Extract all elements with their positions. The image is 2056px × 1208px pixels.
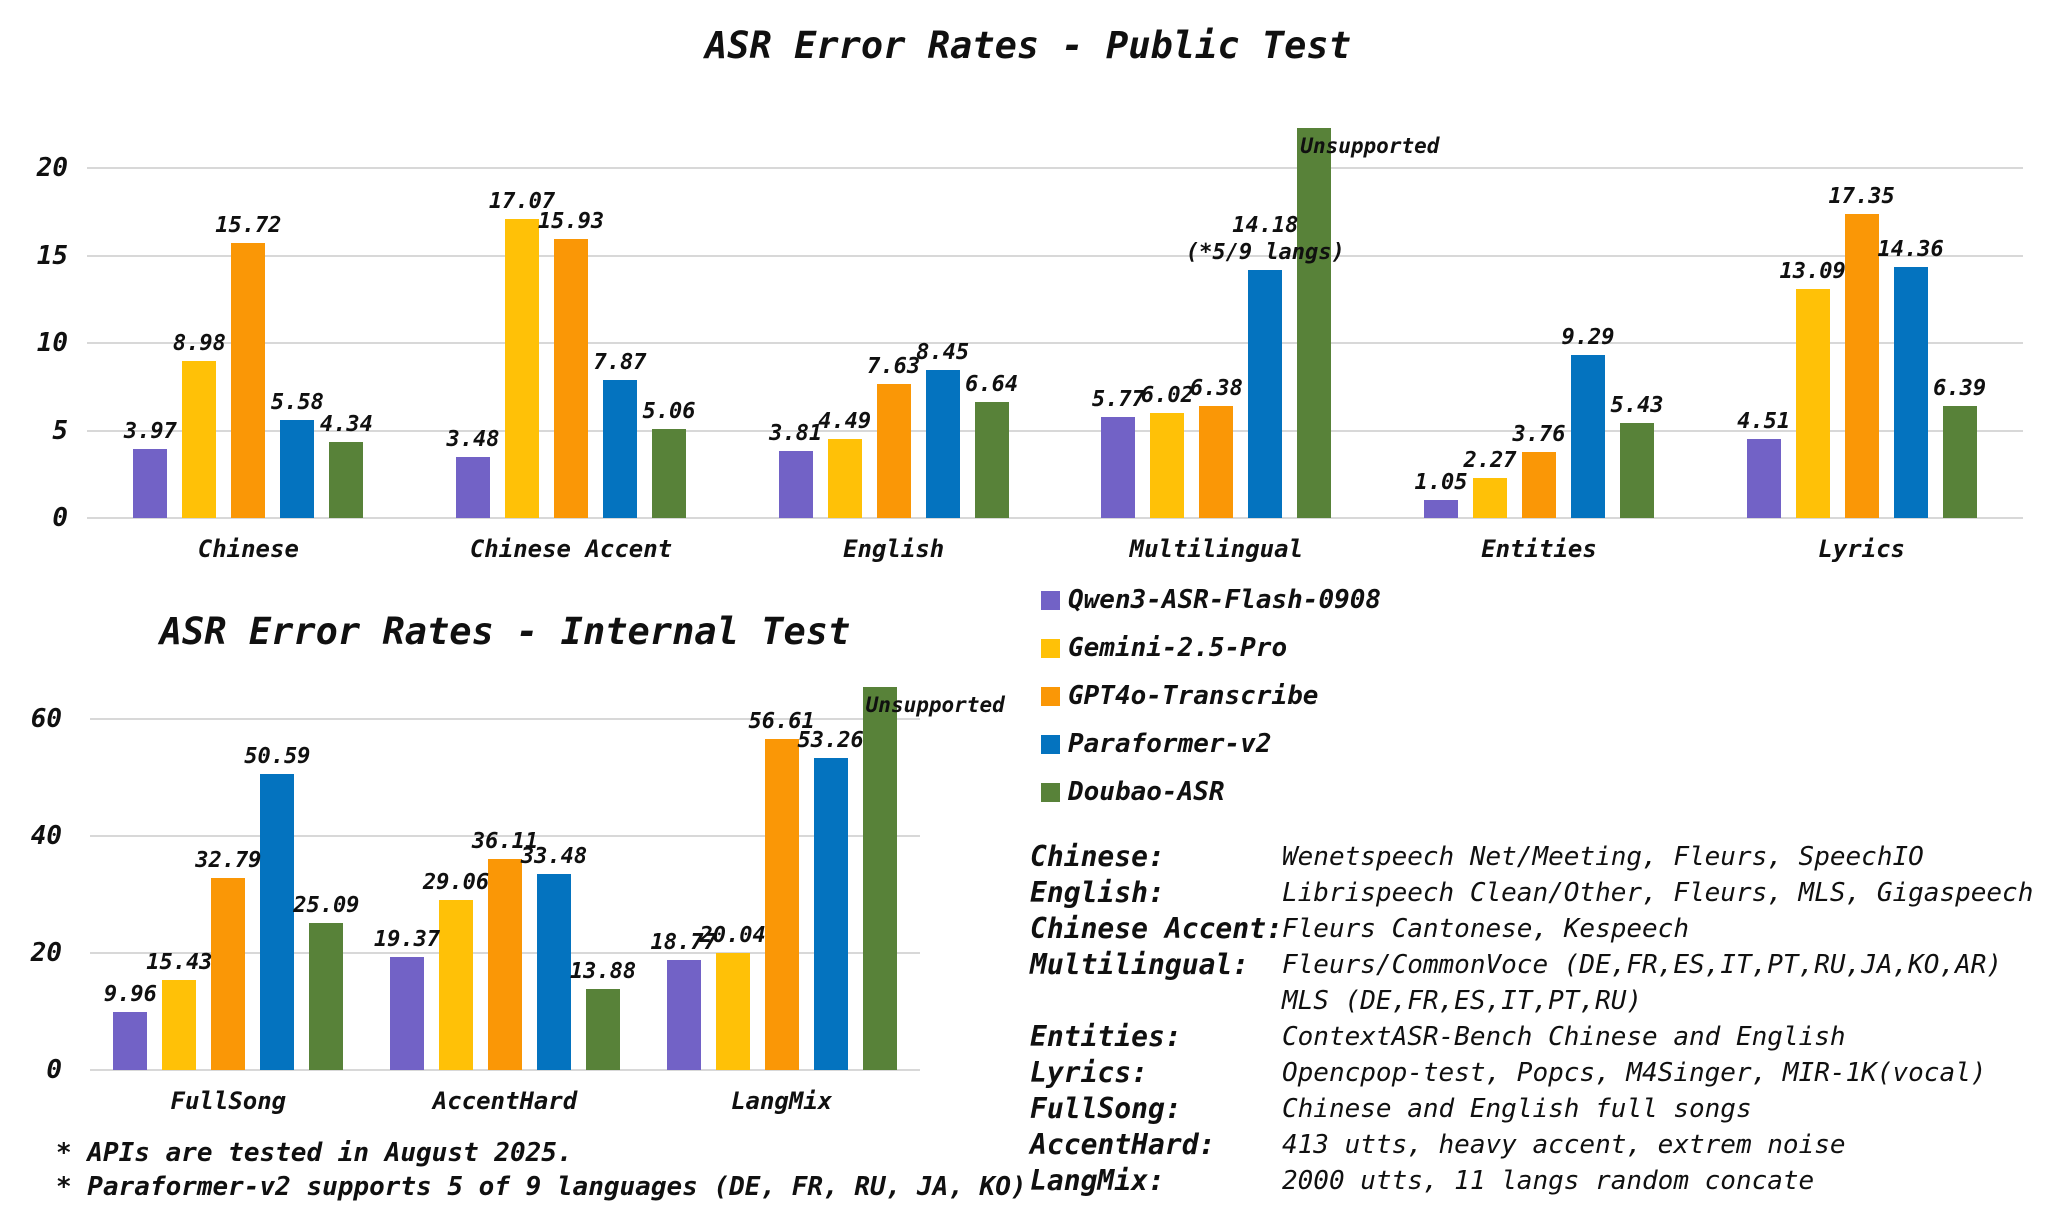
bar xyxy=(828,439,862,518)
legend-swatch xyxy=(1041,591,1060,610)
bar-value-label xyxy=(1644,408,1884,435)
bar-value-label xyxy=(1468,324,1708,351)
legend-swatch xyxy=(1041,687,1060,706)
bar-value-label xyxy=(1419,421,1659,448)
benchmark-definition: Wenetspeech Net/Meeting, Fleurs, SpeechIO xyxy=(1282,842,1924,872)
benchmark-definition: ContextASR-Bench Chinese and English xyxy=(1282,1022,1846,1052)
bar-value-label xyxy=(287,926,527,953)
y-tick-label: 60 xyxy=(30,704,62,734)
legend-item xyxy=(1041,624,1381,672)
y-tick-label: 15 xyxy=(36,240,68,271)
legend-label: Paraformer-v2 xyxy=(1068,729,1272,759)
x-category-label: Lyrics xyxy=(1818,535,1905,563)
bar-value: 6.38 xyxy=(1189,376,1243,402)
bar-value: 18.77 xyxy=(650,930,717,956)
bar-value: 15.43 xyxy=(146,949,213,975)
bar xyxy=(1943,406,1977,518)
bar-value: 3.76 xyxy=(1512,422,1566,448)
x-category-label: FullSong xyxy=(170,1087,287,1115)
bar-value: 6.02 xyxy=(1140,382,1194,408)
bar xyxy=(231,243,265,518)
benchmark-note-row xyxy=(1030,1091,2050,1127)
y-tick-label: 10 xyxy=(36,328,68,358)
bar-value: 6.39 xyxy=(1933,376,1987,402)
legend-swatch xyxy=(1041,639,1060,658)
bar-value-label xyxy=(10,981,250,1008)
benchmark-term: Chinese Accent: xyxy=(1030,912,1283,945)
bar-value: 32.79 xyxy=(195,848,262,874)
bar-value-label xyxy=(1370,447,1610,474)
bar-value-label xyxy=(500,349,740,376)
unsupported-label: Unsupported xyxy=(1300,133,1440,158)
bar-value: 50.59 xyxy=(244,744,311,770)
bar xyxy=(260,774,294,1070)
unsupported-label: Unsupported xyxy=(865,692,1005,717)
legend-label: GPT4o-Transcribe xyxy=(1068,681,1319,711)
benchmark-note-row xyxy=(1030,983,2050,1019)
legend-item xyxy=(1041,672,1381,720)
bar-value: 17.35 xyxy=(1828,184,1895,210)
x-category-label: LangMix xyxy=(731,1087,833,1115)
legend xyxy=(1041,576,1381,816)
bar-value-label xyxy=(613,922,853,949)
bar-value: 4.34 xyxy=(319,412,373,438)
bar-value: 25.09 xyxy=(293,893,360,919)
bar-value: 14.18 xyxy=(1232,212,1299,238)
bar xyxy=(814,758,848,1070)
bar-value: 53.26 xyxy=(797,728,864,754)
bar-value-label xyxy=(1840,375,2056,402)
y-tick-label: 40 xyxy=(30,821,62,851)
benchmark-definition: MLS (DE,FR,ES,IT,PT,RU) xyxy=(1282,986,1643,1016)
benchmark-definition: Chinese and English full songs xyxy=(1282,1094,1752,1124)
benchmark-term: Multilingual: xyxy=(1030,948,1250,981)
benchmark-note-row xyxy=(1030,1019,2050,1055)
bar-value-label xyxy=(451,208,691,235)
bar-value: 6.64 xyxy=(965,371,1019,397)
benchmark-note-row xyxy=(1030,875,2050,911)
bar xyxy=(1796,289,1830,518)
bar xyxy=(1424,500,1458,518)
benchmark-term: LangMix: xyxy=(1030,1164,1165,1197)
y-tick-label: 20 xyxy=(30,938,62,968)
public-chart-title: ASR Error Rates - Public Test xyxy=(704,24,1351,67)
benchmark-definition: Fleurs/CommonVoce (DE,FR,ES,IT,PT,RU,JA,KO,AR) xyxy=(1282,950,2003,980)
bar xyxy=(390,957,424,1070)
bar-value: 9.29 xyxy=(1561,325,1615,351)
benchmark-definition: Librispeech Clean/Other, Fleurs, MLS, Gigaspeech xyxy=(1282,878,2034,908)
bar-value-label xyxy=(108,847,348,874)
benchmark-note-row xyxy=(1030,839,2050,875)
bar-value: 36.11 xyxy=(471,828,539,854)
bar-value: 9.96 xyxy=(103,981,157,1007)
bar-value: 5.58 xyxy=(270,390,324,416)
bar-value: 2.27 xyxy=(1463,448,1517,474)
bar-value-note: (*5/9 langs) xyxy=(1185,239,1345,265)
benchmark-note-row xyxy=(1030,1163,2050,1199)
bar-value: 4.49 xyxy=(818,409,872,435)
bar-value-label xyxy=(206,892,446,919)
bar-value-label xyxy=(79,330,319,357)
bar-value: 3.48 xyxy=(446,427,500,453)
gridline xyxy=(87,255,2023,257)
bar-value: 13.09 xyxy=(1779,258,1846,284)
bar-value: 20.04 xyxy=(699,922,766,948)
bar xyxy=(1297,128,1331,518)
benchmark-note-row xyxy=(1030,1127,2050,1163)
bar-value: 56.61 xyxy=(748,708,815,734)
bar-value-label xyxy=(483,958,723,985)
bar-value: 5.77 xyxy=(1091,387,1145,413)
bar-value-label xyxy=(1742,183,1982,210)
y-tick-label: 5 xyxy=(52,415,68,446)
bar-value-label xyxy=(434,843,674,870)
benchmark-definition: Opencpop-test, Popcs, M4Singer, MIR-1K(vocal) xyxy=(1282,1058,1987,1088)
benchmark-definition: 413 utts, heavy accent, extrem noise xyxy=(1282,1130,1846,1160)
bar xyxy=(586,989,620,1070)
bar xyxy=(779,451,813,518)
bar-value: 8.98 xyxy=(172,330,226,356)
internal-chart-title: ASR Error Rates - Internal Test xyxy=(159,610,851,653)
bar-value: 19.37 xyxy=(373,926,441,952)
bar-value-label xyxy=(725,408,965,435)
bar-value: 15.72 xyxy=(215,212,282,238)
footnotes xyxy=(56,1136,1027,1204)
footnote-line: * APIs are tested in August 2025. xyxy=(56,1138,573,1168)
bar-value: 17.07 xyxy=(488,189,556,215)
bar-value-label xyxy=(711,727,951,754)
benchmark-term: English: xyxy=(1030,876,1165,909)
bar xyxy=(329,442,363,518)
bar xyxy=(113,1012,147,1070)
bar xyxy=(456,457,490,518)
footnote-line: * Paraformer-v2 supports 5 of 9 languages (DE, FR, RU, JA, KO) xyxy=(56,1172,1027,1202)
x-category-label: English xyxy=(843,535,945,563)
benchmark-definition: 2000 utts, 11 langs random concate xyxy=(1282,1166,1815,1196)
legend-item xyxy=(1041,768,1381,816)
benchmark-note-row xyxy=(1030,911,2050,947)
x-category-label: Multilingual xyxy=(1129,535,1304,563)
bar-value: 33.48 xyxy=(520,844,588,870)
bar-value: 1.05 xyxy=(1414,469,1468,495)
bar xyxy=(1101,417,1135,518)
benchmark-note-row xyxy=(1030,947,2050,983)
bar-value-label xyxy=(823,339,1063,366)
bar-value: 8.45 xyxy=(916,340,970,366)
legend-item xyxy=(1041,576,1381,624)
benchmark-term: Lyrics: xyxy=(1030,1056,1149,1089)
benchmark-term: AccentHard: xyxy=(1030,1128,1216,1161)
bar xyxy=(975,402,1009,518)
bar-value-label xyxy=(1791,236,2031,263)
bar xyxy=(554,239,588,518)
y-tick-label: 0 xyxy=(46,1055,62,1085)
x-category-label: Chinese Accent xyxy=(469,535,673,563)
bar-value-label xyxy=(157,743,397,770)
bar-value-label xyxy=(59,949,299,976)
bar-value-label xyxy=(128,212,368,239)
legend-label: Gemini-2.5-Pro xyxy=(1068,633,1288,663)
bar-value: 3.81 xyxy=(769,421,823,447)
bar xyxy=(1150,413,1184,518)
bar-value: 29.06 xyxy=(422,869,490,895)
y-tick-label: 0 xyxy=(52,503,68,533)
bar-value: 5.06 xyxy=(642,399,696,425)
y-tick-label: 20 xyxy=(36,153,68,183)
gridline xyxy=(87,517,2023,519)
benchmark-note-row xyxy=(1030,1055,2050,1091)
bar-value: 3.97 xyxy=(123,418,177,444)
bar xyxy=(1747,439,1781,518)
benchmark-term: FullSong: xyxy=(1030,1092,1182,1125)
bar-value: 14.36 xyxy=(1877,236,1944,262)
bar-value-label xyxy=(353,426,593,453)
bar-value: 15.93 xyxy=(537,209,605,235)
bar xyxy=(877,384,911,518)
legend-swatch xyxy=(1041,783,1060,802)
bar-value: 7.87 xyxy=(593,350,647,376)
bar-value-label xyxy=(1096,375,1336,402)
x-category-label: Chinese xyxy=(197,535,299,563)
bar-value: 5.43 xyxy=(1610,392,1664,418)
x-category-label: Entities xyxy=(1481,535,1597,563)
benchmark-definition: Fleurs Cantonese, Kespeech xyxy=(1282,914,1689,944)
bar-value-label xyxy=(336,869,576,896)
benchmark-term: Chinese: xyxy=(1030,840,1165,873)
bar-value-label xyxy=(1145,212,1385,266)
bar xyxy=(1199,406,1233,518)
benchmark-notes xyxy=(1030,839,2050,1199)
bar-value: 4.51 xyxy=(1737,409,1791,435)
x-category-label: AccentHard xyxy=(432,1087,578,1115)
bar-value: 7.63 xyxy=(867,354,921,380)
legend-label: Qwen3-ASR-Flash-0908 xyxy=(1068,585,1382,615)
legend-item xyxy=(1041,720,1381,768)
legend-swatch xyxy=(1041,735,1060,754)
bar-value: 13.88 xyxy=(569,958,637,984)
bar xyxy=(133,449,167,518)
bar xyxy=(765,739,799,1070)
gridline xyxy=(87,167,2023,169)
legend-label: Doubao-ASR xyxy=(1068,777,1225,807)
benchmark-term: Entities: xyxy=(1030,1020,1182,1053)
